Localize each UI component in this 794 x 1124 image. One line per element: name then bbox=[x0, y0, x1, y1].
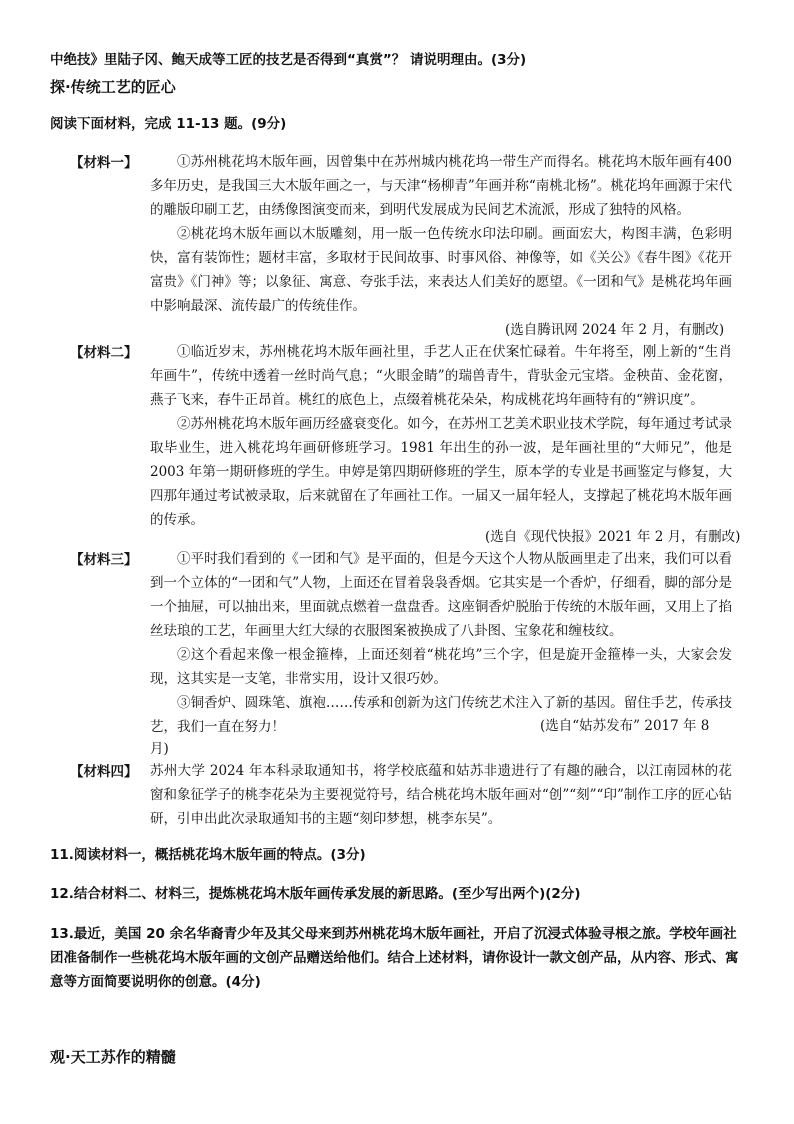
material-3-paragraph-1: ①平时我们看到的《一团和气》是平面的，但是今天这个人物从版画里走了出来，我们可以看到一个立体的“一团和气”人物，上面还在冒着袅袅香烟。它其实是一个香炉，仔细看，脚的部分是一个抽屉，可以抽出来，里面就点燃着一盘盘香。这座铜香炉脱胎于传统的木版年画，又用上了掐丝珐琅的工艺，年画里大红大绿的衣服图案被换成了八卦图、宝象花和缠枝纹。 bbox=[150, 551, 732, 639]
material-1-label: 【材料一】 bbox=[70, 155, 138, 171]
material-3-source-line-2: 月) bbox=[150, 741, 169, 757]
material-3-label: 【材料三】 bbox=[70, 552, 138, 568]
material-4-paragraph-1: 苏州大学 2024 年本科录取通知书，将学校底蕴和姑苏非遗进行了有趣的融合，以江南园林的花窗和象征学子的桃李花朵为主要视觉符号，结合桃花坞木版年画对“创”“刻”“印”制作工序的匠心钻研，引申出此次录取通知书的主题“刻印梦想，桃李东吴”。 bbox=[150, 763, 732, 827]
material-3-source-line-1: (选自“姑苏发布” 2017 年 8 bbox=[540, 718, 710, 734]
material-2-paragraph-1: ①临近岁末，苏州桃花坞木版年画社里，手艺人正在伏案忙碌着。牛年将至，刚上新的“生肖年画牛”，传统中透着一丝时尚气息；“火眼金睛”的瑞兽青牛，背驮金元宝塔。金秧苗、金花窗，燕子飞来，春牛正昂首。桃红的底色上，点缀着桃花朵朵，构成桃花坞年画特有的“辨识度”。 bbox=[150, 344, 732, 408]
material-3-body bbox=[150, 547, 732, 739]
bottom-section-heading: 观·天工苏作的精髓 bbox=[50, 1048, 176, 1066]
material-1-paragraph-2: ②桃花坞木版年画以木版雕刻，用一版一色传统水印法印刷。画面宏大，构图丰满，色彩明快，富有装饰性；题材丰富，多取材于民间故事、时事风俗、神像等，如《关公》《春牛图》《花开富贵》《门神》等；以象征、寓意、夸张手法，来表达人们美好的愿望。《一团和气》是桃花坞年画中影响最深、流传最广的传统佳作。 bbox=[150, 226, 732, 314]
material-2-label: 【材料二】 bbox=[70, 345, 138, 361]
material-3-paragraph-3: ③铜香炉、圆珠笔、旗袍……传承和创新为这门传统艺术注入了新的基因。留住手艺，传承技艺，我们一直在努力！ bbox=[150, 695, 732, 735]
material-1-source: (选自腾讯网 2024 年 2 月，有删改) bbox=[505, 322, 725, 338]
material-4-body bbox=[150, 759, 732, 831]
material-2-source: (选自《现代快报》2021 年 2 月，有删改) bbox=[485, 529, 741, 545]
question-11: 11.阅读材料一，概括桃花坞木版年画的特点。(3分) bbox=[50, 847, 366, 863]
question-13: 13.最近，美国 20 余名华裔青少年及其父母来到苏州桃花坞木版年画社，开启了沉浸式体验寻根之旅。学校年画社团准备制作一些桃花坞木版年画的文创产品赠送给他们。结合上述材料，请你设计一款文创产品，从内容、形式、寓意等方面简要说明你的创意。(4分) bbox=[50, 926, 739, 990]
section-heading: 探·传统工艺的匠心 bbox=[50, 78, 176, 96]
material-1-paragraph-1: ①苏州桃花坞木版年画，因曾集中在苏州城内桃花坞一带生产而得名。桃花坞木版年画有400 多年历史，是我国三大木版年画之一，与天津“杨柳青”年画并称“南桃北杨”。桃花坞年画源于宋代的雕版印刷工艺，由绣像图演变而来，到明代发展成为民间艺术流派，形成了独特的风格。 bbox=[150, 154, 732, 218]
question-12: 12.结合材料二、材料三，提炼桃花坞木版年画传承发展的新思路。(至少写出两个)(2分) bbox=[50, 886, 581, 902]
material-4-label: 【材料四】 bbox=[70, 764, 138, 780]
reading-instruction: 阅读下面材料，完成 11-13 题。(9分) bbox=[50, 116, 287, 132]
top-question-line: 中绝技》里陆子冈、鲍天成等工匠的技艺是否得到“真赏”？ 请说明理由。(3分) bbox=[50, 52, 527, 68]
material-1-body bbox=[150, 150, 732, 318]
material-2-body bbox=[150, 340, 732, 532]
material-2-paragraph-2: ②苏州桃花坞木版年画历经盛衰变化。如今，在苏州工艺美术职业技术学院，每年通过考试录取毕业生，进入桃花坞年画研修班学习。1981 年出生的孙一波，是年画社里的“大师兄”，他是 2003 年第一期研修班的学生。申婷是第四期研修班的学生，原本学的专业是书画鉴定与修复，大四那年通过考试被录取，后来就留在了年画社工作。一届又一届年轻人，支撑起了桃花坞木版年画的传承。 bbox=[150, 416, 732, 528]
material-3-paragraph-2: ②这个看起来像一根金箍棒，上面还刻着“桃花坞”三个字，但是旋开金箍棒一头，大家会发现，这其实是一支笔，非常实用，设计又很巧妙。 bbox=[150, 647, 732, 687]
